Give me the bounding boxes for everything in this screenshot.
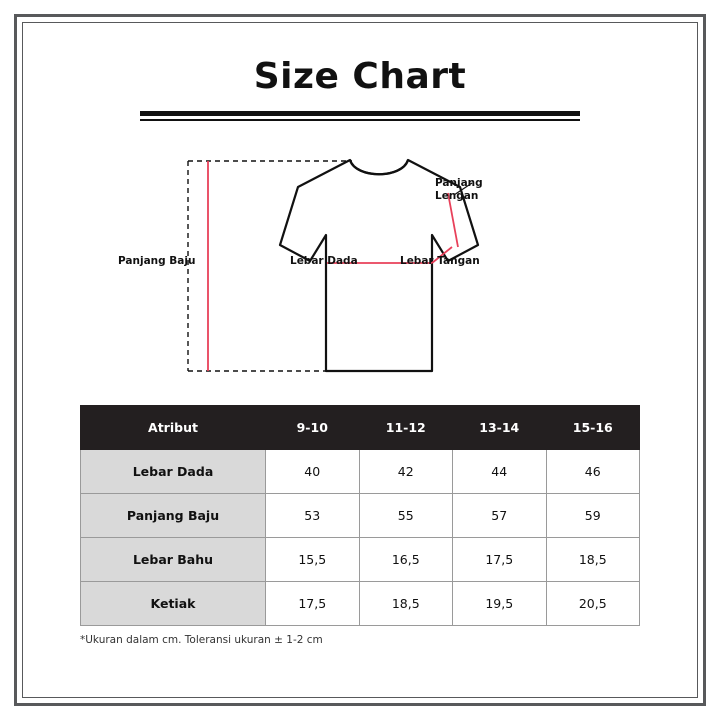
cell-value: 18,5 (359, 582, 453, 626)
cell-value: 55 (359, 494, 453, 538)
table-row (81, 538, 640, 582)
table-header-row (81, 406, 640, 450)
divider-thick (140, 111, 580, 116)
cell-value: 53 (266, 494, 360, 538)
header-size-13-14: 13-14 (453, 406, 547, 450)
page-content (40, 34, 680, 686)
tshirt-diagram (40, 135, 680, 393)
header-size-9-10: 9-10 (266, 406, 360, 450)
cell-value: 19,5 (453, 582, 547, 626)
cell-value: 17,5 (266, 582, 360, 626)
cell-value: 42 (359, 450, 453, 494)
size-table (80, 405, 640, 626)
label-lebar-tangan: Lebar Tangan (400, 255, 480, 267)
cell-value: 18,5 (546, 538, 640, 582)
cell-value: 46 (546, 450, 640, 494)
header-size-15-16: 15-16 (546, 406, 640, 450)
cell-attribute: Lebar Dada (81, 450, 266, 494)
table-row (81, 450, 640, 494)
size-table-head (81, 406, 640, 450)
label-panjang-baju: Panjang Baju (118, 255, 196, 267)
header-size-11-12: 11-12 (359, 406, 453, 450)
cell-value: 20,5 (546, 582, 640, 626)
cell-value: 57 (453, 494, 547, 538)
title-divider (140, 111, 580, 121)
cell-attribute: Panjang Baju (81, 494, 266, 538)
table-row (81, 494, 640, 538)
cell-value: 15,5 (266, 538, 360, 582)
page-title: Size Chart (253, 56, 467, 97)
header-atribut: Atribut (81, 406, 266, 450)
cell-value: 16,5 (359, 538, 453, 582)
cell-attribute: Ketiak (81, 582, 266, 626)
cell-value: 17,5 (453, 538, 547, 582)
size-table-body (81, 450, 640, 626)
table-row (81, 582, 640, 626)
cell-value: 59 (546, 494, 640, 538)
label-lebar-dada: Lebar Dada (290, 255, 358, 267)
cell-value: 44 (453, 450, 547, 494)
cell-value: 40 (266, 450, 360, 494)
divider-thin (140, 119, 580, 121)
label-panjang-lengan: Panjang Lengan (435, 177, 483, 203)
size-note: *Ukuran dalam cm. Toleransi ukuran ± 1-2 cm (80, 634, 323, 646)
cell-attribute: Lebar Bahu (81, 538, 266, 582)
